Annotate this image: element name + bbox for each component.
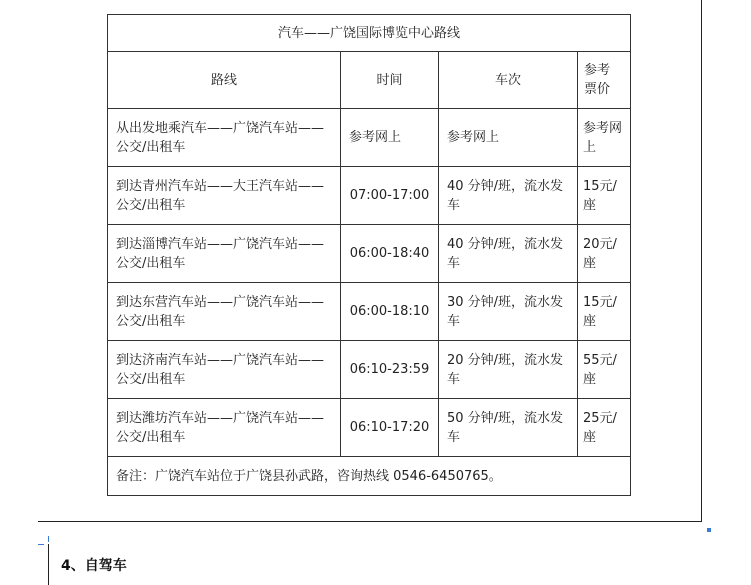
price-cell: 15元/座 xyxy=(578,283,631,341)
resize-handle-icon[interactable] xyxy=(707,528,711,532)
route-table-container xyxy=(107,14,630,496)
table-note: 备注：广饶汽车站位于广饶县孙武路，咨询热线 0546-6450765。 xyxy=(108,457,631,496)
route-cell: 到达淄博汽车站——广饶汽车站——公交/出租车 xyxy=(108,225,341,283)
time-cell: 参考网上 xyxy=(341,109,439,167)
price-cell: 15元/座 xyxy=(578,167,631,225)
time-cell: 06:10-17:20 xyxy=(341,399,439,457)
route-cell: 到达济南汽车站——广饶汽车站——公交/出租车 xyxy=(108,341,341,399)
table-note-row xyxy=(108,457,631,496)
time-cell: 07:00-17:00 xyxy=(341,167,439,225)
frequency-cell: 20 分钟/班，流水发车 xyxy=(439,341,578,399)
price-cell: 25元/座 xyxy=(578,399,631,457)
route-cell: 到达青州汽车站——大王汽车站——公交/出租车 xyxy=(108,167,341,225)
table-row xyxy=(108,341,631,399)
table-row xyxy=(108,225,631,283)
text-boundary-mark xyxy=(48,536,49,542)
header-frequency: 车次 xyxy=(439,52,578,109)
table-row xyxy=(108,283,631,341)
frequency-cell: 参考网上 xyxy=(439,109,578,167)
section-break-line xyxy=(38,521,702,522)
time-cell: 06:00-18:10 xyxy=(341,283,439,341)
frequency-cell: 40 分钟/班，流水发车 xyxy=(439,225,578,283)
route-cell: 到达东营汽车站——广饶汽车站——公交/出租车 xyxy=(108,283,341,341)
time-cell: 06:10-23:59 xyxy=(341,341,439,399)
header-time: 时间 xyxy=(341,52,439,109)
page-margin-line-left xyxy=(48,544,49,585)
section-heading: 4、自驾车 xyxy=(61,558,127,574)
page-margin-line-right xyxy=(701,0,702,522)
table-header-row xyxy=(108,52,631,109)
frequency-cell: 50 分钟/班，流水发车 xyxy=(439,399,578,457)
table-title-row xyxy=(108,15,631,52)
route-cell: 到达潍坊汽车站——广饶汽车站——公交/出租车 xyxy=(108,399,341,457)
route-cell: 从出发地乘汽车——广饶汽车站——公交/出租车 xyxy=(108,109,341,167)
frequency-cell: 40 分钟/班，流水发车 xyxy=(439,167,578,225)
price-cell: 20元/座 xyxy=(578,225,631,283)
table-row xyxy=(108,399,631,457)
table-row xyxy=(108,167,631,225)
price-cell: 55元/座 xyxy=(578,341,631,399)
header-route: 路线 xyxy=(108,52,341,109)
frequency-cell: 30 分钟/班，流水发车 xyxy=(439,283,578,341)
price-cell: 参考网上 xyxy=(578,109,631,167)
route-table xyxy=(107,14,631,496)
table-row xyxy=(108,109,631,167)
time-cell: 06:00-18:40 xyxy=(341,225,439,283)
table-title: 汽车——广饶国际博览中心路线 xyxy=(108,15,631,52)
header-price: 参考票价 xyxy=(578,52,631,109)
text-boundary-mark xyxy=(38,544,44,545)
